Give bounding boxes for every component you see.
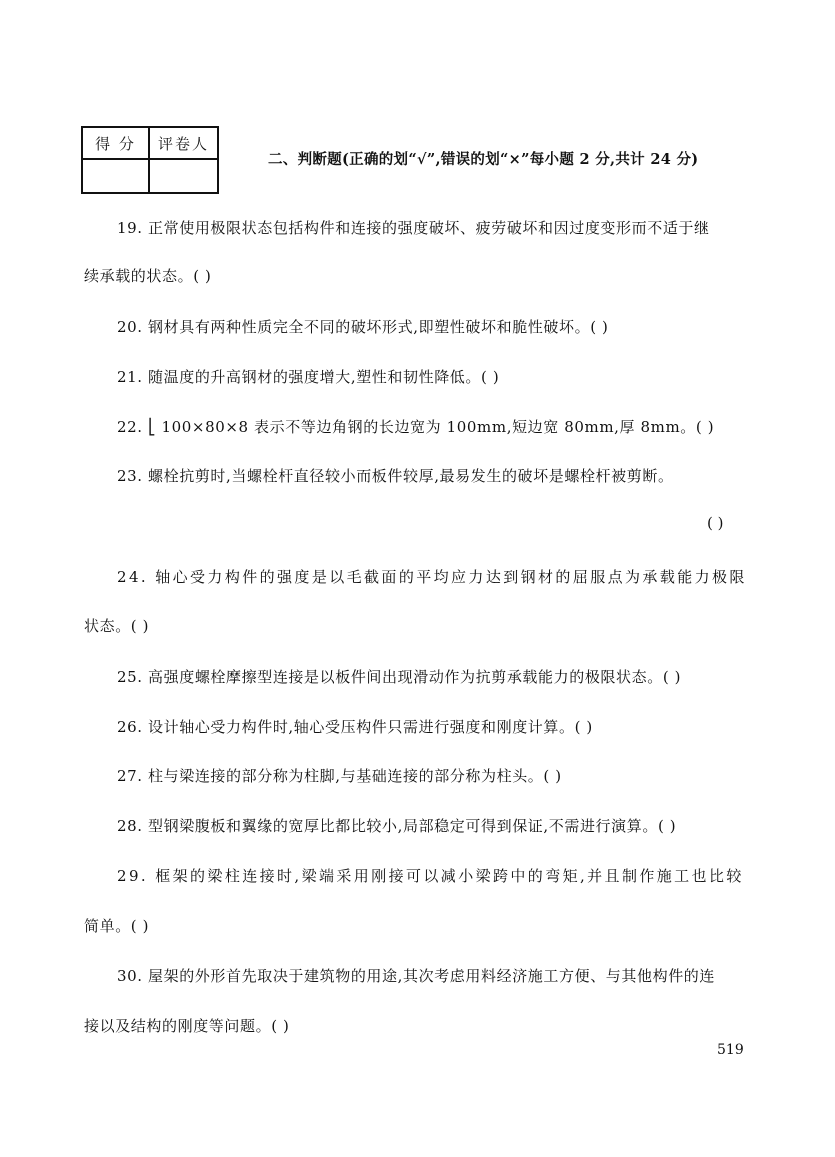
question-23-answer-paren: ( )	[707, 514, 724, 532]
question-23-line-1: 23. 螺栓抗剪时,当螺栓杆直径较小而板件较厚,最易发生的破坏是螺栓杆被剪断。	[117, 467, 674, 485]
question-30-line-2: 接以及结构的刚度等问题。( )	[84, 1017, 290, 1035]
question-24-line-2: 状态。( )	[84, 617, 150, 635]
question-28: 28. 型钢梁腹板和翼缘的宽厚比都比较小,局部稳定可得到保证,不需进行演算。( )	[117, 817, 677, 835]
question-19-line-2: 续承载的状态。( )	[84, 267, 212, 285]
question-25: 25. 高强度螺栓摩擦型连接是以板件间出现滑动作为抗剪承载能力的极限状态。( )	[117, 668, 682, 686]
question-30-line-1: 30. 屋架的外形首先取决于建筑物的用途,其次考虑用料经济施工方便、与其他构件的连	[117, 967, 715, 985]
question-26: 26. 设计轴心受力构件时,轴心受压构件只需进行强度和刚度计算。( )	[117, 718, 593, 736]
question-21: 21. 随温度的升高钢材的强度增大,塑性和韧性降低。( )	[117, 368, 500, 386]
question-19-line-1: 19. 正常使用极限状态包括构件和连接的强度破坏、疲劳破坏和因过度变形而不适于继	[117, 219, 710, 237]
page-number: 519	[717, 1042, 744, 1058]
score-label: 得 分	[82, 127, 149, 159]
grader-cell	[149, 159, 218, 193]
question-24-line-1: 24. 轴心受力构件的强度是以毛截面的平均应力达到钢材的屈服点为承载能力极限	[117, 568, 747, 586]
score-cell	[82, 159, 149, 193]
question-29-line-2: 简单。( )	[84, 917, 150, 935]
question-29-line-1: 29. 框架的梁柱连接时,梁端采用刚接可以减小梁跨中的弯矩,并且制作施工也比较	[117, 867, 744, 885]
grader-label: 评卷人	[149, 127, 218, 159]
section-title: 二、判断题(正确的划“√”,错误的划“×”每小题 2 分,共计 24 分)	[268, 151, 699, 168]
question-27: 27. 柱与梁连接的部分称为柱脚,与基础连接的部分称为柱头。( )	[117, 767, 562, 785]
question-22: 22. ⎣ 100×80×8 表示不等边角钢的长边宽为 100mm,短边宽 80mm,厚 8mm。( )	[117, 418, 715, 436]
score-box	[81, 126, 219, 194]
question-20: 20. 钢材具有两种性质完全不同的破坏形式,即塑性破坏和脆性破坏。( )	[117, 318, 609, 336]
